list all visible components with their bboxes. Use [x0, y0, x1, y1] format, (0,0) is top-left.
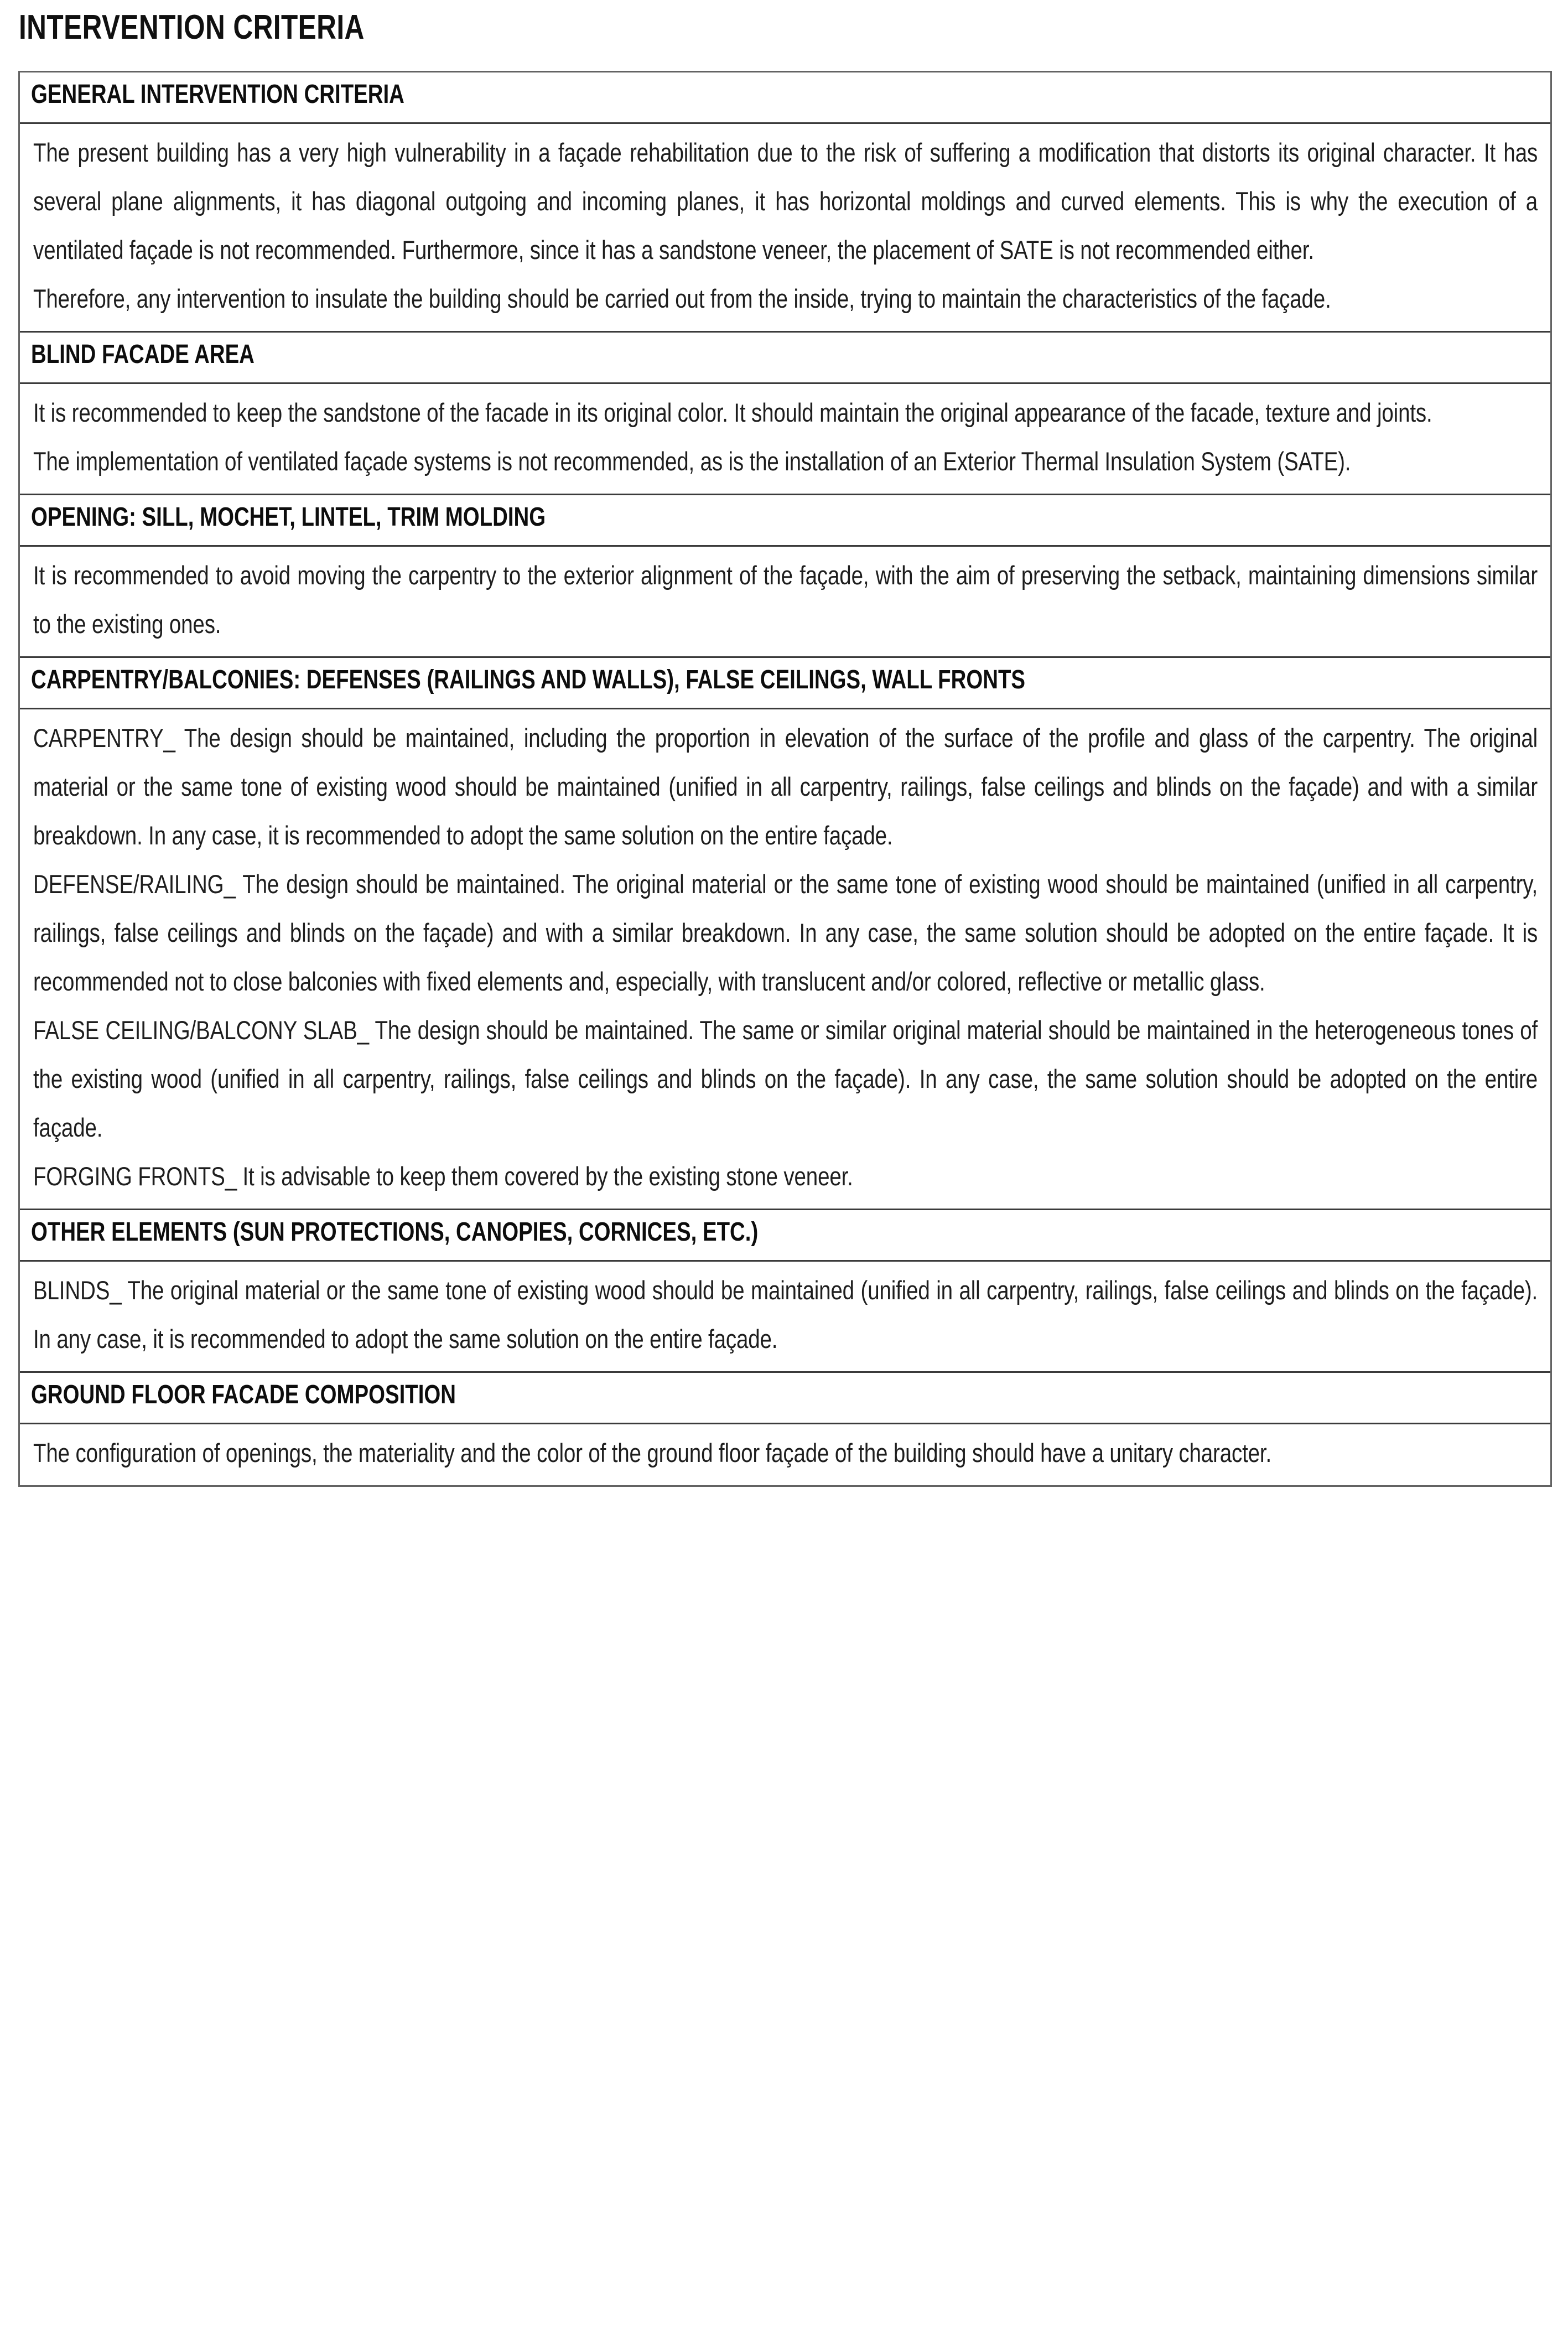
paragraph: The present building has a very high vulnerability in a façade rehabilitation due to the risk of suffering a modification that distorts its original character. It has several plane alignments, it has diagonal outgoing and incoming planes, it has horizontal moldings and curved elements. This is why the execution of a ventilated façade is not recommended. Furthermore, since it has a sandstone veneer, the placement of SATE is not recommended either.: [33, 138, 1538, 265]
paragraph: Therefore, any intervention to insulate the building should be carried out from the inside, trying to maintain the characteristics of the façade.: [33, 284, 1331, 313]
paragraph: It is recommended to avoid moving the carpentry to the exterior alignment of the façade, with the aim of preserving the setback, maintaining dimensions similar to the existing ones.: [33, 561, 1538, 639]
section-header-label: BLIND FACADE AREA: [31, 340, 255, 369]
section-body-general-intervention-criteria: [20, 122, 1550, 331]
paragraph: FORGING FRONTS_ It is advisable to keep them covered by the existing stone veneer.: [33, 1161, 853, 1191]
paragraph: The configuration of openings, the materiality and the color of the ground floor façade of the building should have a unitary character.: [33, 1438, 1272, 1468]
section-header-general-intervention-criteria: [20, 72, 1550, 122]
paragraph: It is recommended to keep the sandstone of the facade in its original color. It should maintain the original appearance of the facade, texture and joints.: [33, 398, 1432, 427]
section-header-carpentry-balconies: [20, 656, 1550, 708]
page-title: INTERVENTION CRITERIA: [19, 8, 365, 46]
section-body-blind-facade-area: [20, 382, 1550, 494]
paragraph: The implementation of ventilated façade systems is not recommended, as is the installation of an Exterior Thermal Insulation System (SATE).: [33, 447, 1351, 476]
section-body-carpentry-balconies: [20, 708, 1550, 1209]
paragraph: FALSE CEILING/BALCONY SLAB_ The design should be maintained. The same or similar original material should be maintained in the heterogeneous tones of the existing wood (unified in all carpentry, railings, false ceilings and blinds on the façade). In any case, the same solution should be adopted on the entire façade.: [33, 1015, 1538, 1142]
section-header-ground-floor-facade-composition: [20, 1371, 1550, 1423]
paragraph: CARPENTRY_ The design should be maintained, including the proportion in elevation of the surface of the profile and glass of the carpentry. The original material or the same tone of existing wood should be maintained (unified in all carpentry, railings, false ceilings and blinds on the façade) and with a similar breakdown. In any case, it is recommended to adopt the same solution on the entire façade.: [33, 723, 1538, 850]
intervention-criteria-table: [18, 71, 1552, 1487]
section-body-opening: [20, 545, 1550, 656]
section-header-label: CARPENTRY/BALCONIES: DEFENSES (RAILINGS AND WALLS), FALSE CEILINGS, WALL FRONTS: [31, 665, 1026, 694]
section-header-label: OTHER ELEMENTS (SUN PROTECTIONS, CANOPIES, CORNICES, ETC.): [31, 1217, 759, 1247]
section-header-blind-facade-area: [20, 331, 1550, 382]
section-header-other-elements: [20, 1209, 1550, 1260]
section-header-label: GENERAL INTERVENTION CRITERIA: [31, 80, 404, 109]
section-body-other-elements: [20, 1260, 1550, 1371]
section-header-label: OPENING: SILL, MOCHET, LINTEL, TRIM MOLDING: [31, 502, 546, 532]
section-header-label: GROUND FLOOR FACADE COMPOSITION: [31, 1380, 456, 1409]
paragraph: BLINDS_ The original material or the same tone of existing wood should be maintained (unified in all carpentry, railings, false ceilings and blinds on the façade). In any case, it is recommended to adopt the same solution on the entire façade.: [33, 1275, 1538, 1354]
paragraph: DEFENSE/RAILING_ The design should be maintained. The original material or the same tone of existing wood should be maintained (unified in all carpentry, railings, false ceilings and blinds on the façade) and with a similar breakdown. In any case, the same solution should be adopted on the entire façade. It is recommended not to close balconies with fixed elements and, especially, with translucent and/or colored, reflective or metallic glass.: [33, 869, 1538, 996]
section-body-ground-floor-facade-composition: [20, 1423, 1550, 1485]
section-header-opening: [20, 494, 1550, 545]
